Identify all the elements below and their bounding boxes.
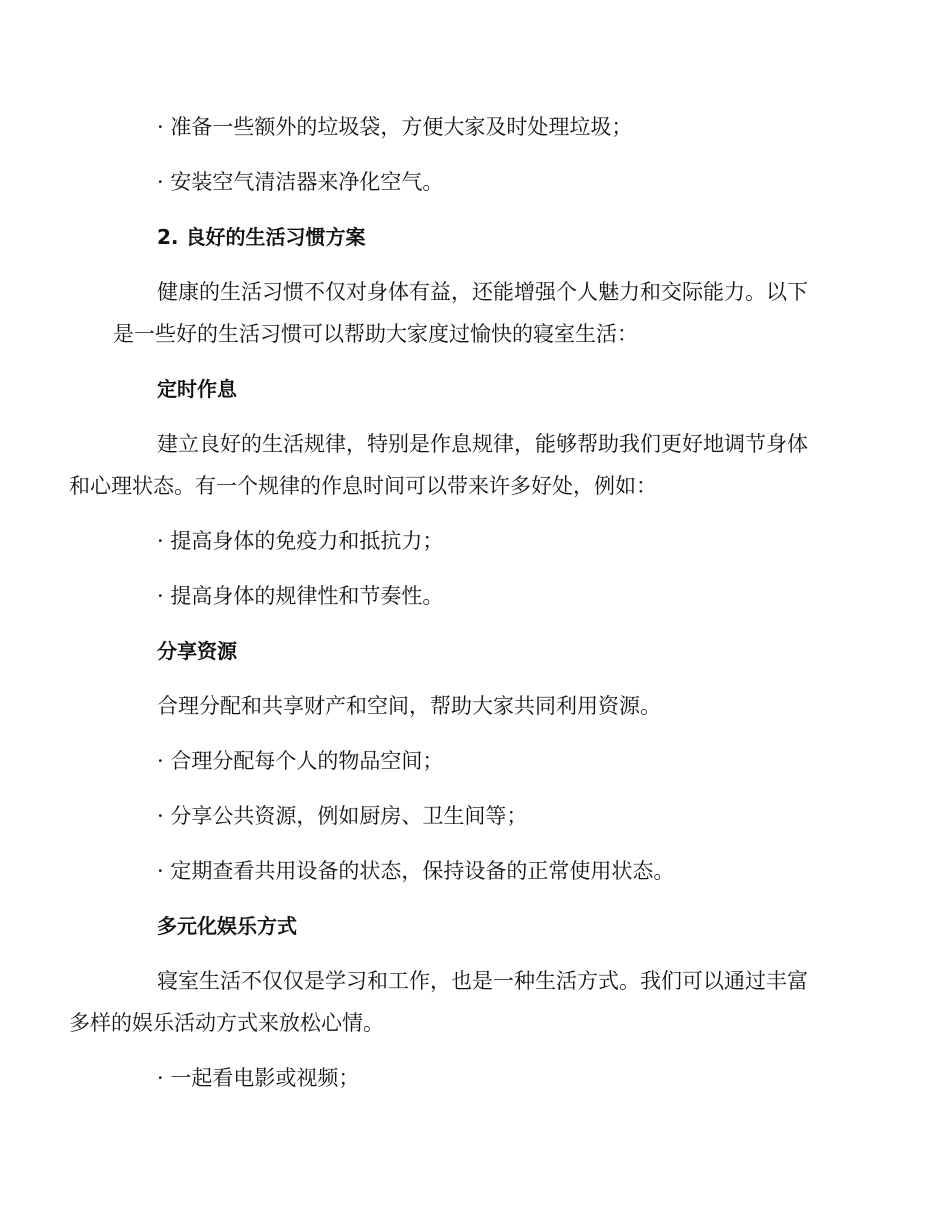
- bullet-item: · 分享公共资源，例如厨房、卫生间等；: [157, 804, 528, 828]
- bullet-item: · 一起看电影或视频；: [157, 1066, 360, 1090]
- subsection-heading: 定时作息: [157, 377, 237, 401]
- paragraph-line: 多样的娱乐活动方式来放松心情。: [69, 1011, 384, 1035]
- paragraph: [69, 423, 833, 507]
- paragraph-line: 是一些好的生活习惯可以帮助大家度过愉快的寝室生活：: [113, 322, 638, 346]
- paragraph-line: 健康的生活习惯不仅对身体有益，还能增强个人魅力和交际能力。以下: [157, 280, 808, 304]
- bullet-item: · 合理分配每个人的物品空间；: [157, 749, 444, 773]
- bullet-item: · 安装空气清洁器来净化空气。: [157, 170, 444, 194]
- paragraph: [113, 271, 833, 355]
- subsection-heading: 多元化娱乐方式: [157, 914, 297, 938]
- paragraph-line: 建立良好的生活规律，特别是作息规律，能够帮助我们更好地调节身体: [157, 432, 808, 456]
- subsection-heading: 分享资源: [157, 639, 237, 663]
- paragraph: [113, 685, 833, 727]
- document-page: [69, 106, 833, 1112]
- bullet-item: · 定期查看共用设备的状态，保持设备的正常使用状态。: [157, 859, 675, 883]
- paragraph: [69, 960, 833, 1044]
- bullet-item: · 提高身体的规律性和节奏性。: [157, 584, 444, 608]
- paragraph-line: 寝室生活不仅仅是学习和工作，也是一种生活方式。我们可以通过丰富: [157, 969, 808, 993]
- bullet-item: · 准备一些额外的垃圾袋，方便大家及时处理垃圾；: [157, 115, 633, 139]
- section-heading: 2. 良好的生活习惯方案: [157, 225, 366, 249]
- bullet-item: · 提高身体的免疫力和抵抗力；: [157, 529, 444, 553]
- paragraph-line: 合理分配和共享财产和空间，帮助大家共同利用资源。: [157, 694, 661, 718]
- paragraph-line: 和心理状态。有一个规律的作息时间可以带来许多好处，例如：: [69, 474, 657, 498]
